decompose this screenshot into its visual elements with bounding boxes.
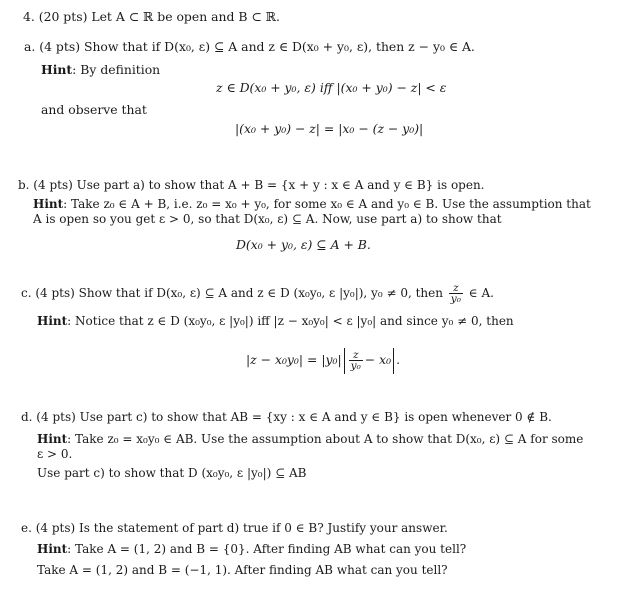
part-c-equation <box>246 346 400 374</box>
equation-right: − x₀ <box>364 352 392 367</box>
hint-label: Hint <box>37 542 68 556</box>
part-b-statement: b. (4 pts) Use part a) to show that A + B = {x + y : x ∈ A and y ∈ B} is open. <box>18 178 485 192</box>
part-d-use-line: Use part c) to show that D (x₀y₀, ε |y₀|) ⊆ AB <box>37 466 307 480</box>
hint-label: Hint <box>33 197 64 211</box>
part-c-fraction <box>449 283 463 304</box>
part-d-statement: d. (4 pts) Use part c) to show that AB = {xy : x ∈ A and y ∈ B} is open whenever 0 ∉ B. <box>21 410 552 424</box>
fraction-numerator: z <box>453 282 459 294</box>
part-c-statement-pre: c. (4 pts) Show that if D(x₀, ε) ⊆ A and z ∈ D (x₀y₀, ε |y₀|), y₀ ≠ 0, then <box>21 286 443 300</box>
part-e-statement: e. (4 pts) Is the statement of part d) true if 0 ∈ B? Justify your answer. <box>21 521 448 535</box>
hint-label: Hint <box>41 62 73 77</box>
hint-label: Hint <box>37 432 68 446</box>
equation-fraction <box>349 350 363 371</box>
part-e-take-line: Take A = (1, 2) and B = (−1, 1). After finding AB what can you tell? <box>37 563 448 577</box>
hint-text: : Take A = (1, 2) and B = {0}. After finding AB what can you tell? <box>67 542 467 556</box>
problem-title: 4. (20 pts) Let A ⊂ ℝ be open and B ⊂ ℝ. <box>23 9 280 24</box>
part-d-hint-line-1 <box>37 431 583 447</box>
hint-text: : Take z₀ = x₀y₀ ∈ AB. Use the assumption about A to show that D(x₀, ε) ⊆ A for some <box>67 432 584 446</box>
hint-text: : Notice that z ∈ D (x₀y₀, ε |y₀|) iff |z − x₀y₀| < ε |y₀| and since y₀ ≠ 0, then <box>67 314 514 328</box>
part-e-hint <box>37 541 466 557</box>
part-a-hint <box>41 62 160 78</box>
part-a-statement: a. (4 pts) Show that if D(x₀, ε) ⊆ A and z ∈ D(x₀ + y₀, ε), then z − y₀ ∈ A. <box>24 39 475 54</box>
part-a-observe: and observe that <box>41 102 147 117</box>
part-c-statement-post: ∈ A. <box>468 286 494 300</box>
part-a-equation-2: |(x₀ + y₀) − z| = |x₀ − (z − y₀)| <box>235 121 424 136</box>
hint-text: : By definition <box>72 62 161 77</box>
part-b-equation: D(x₀ + y₀, ε) ⊆ A + B. <box>236 237 371 252</box>
equation-end: . <box>396 352 401 367</box>
fraction-denominator: y₀ <box>350 360 361 372</box>
hint-label: Hint <box>37 314 68 328</box>
part-d-hint-line-2: ε > 0. <box>37 447 73 461</box>
part-b-hint-line-1 <box>33 196 591 212</box>
part-b-hint-line-2: A is open so you get ε > 0, so that D(x₀, ε) ⊆ A. Now, use part a) to show that <box>33 212 502 226</box>
hint-text: : Take z₀ ∈ A + B, i.e. z₀ = x₀ + y₀, for some x₀ ∈ A and y₀ ∈ B. Use the assumption that <box>63 197 591 211</box>
abs-bar-right <box>393 348 394 374</box>
abs-bar-left <box>344 348 345 374</box>
fraction-denominator: y₀ <box>450 293 461 305</box>
part-a-equation-1: z ∈ D(x₀ + y₀, ε) iff |(x₀ + y₀) − z| < ε <box>216 80 447 95</box>
part-c-hint <box>37 313 514 329</box>
part-c-statement <box>21 283 494 304</box>
equation-left: |z − x₀y₀| = |y₀| <box>246 352 342 367</box>
fraction-numerator: z <box>352 349 359 361</box>
